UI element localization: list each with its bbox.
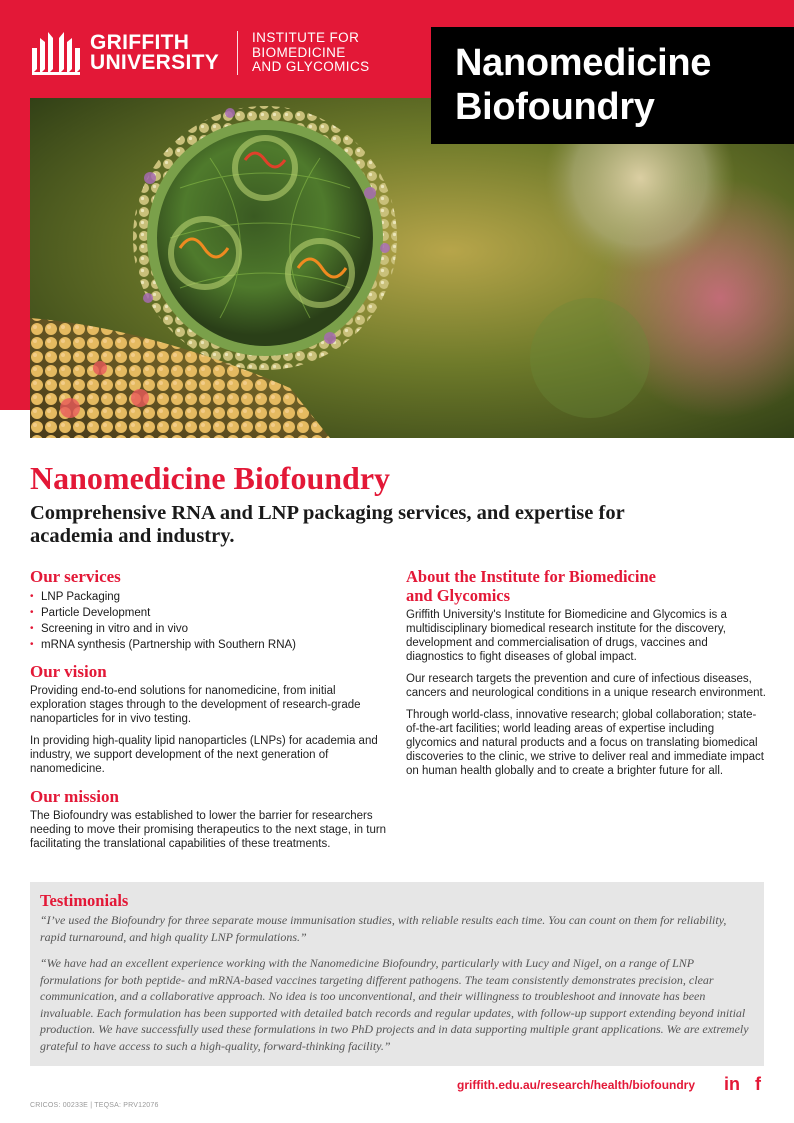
- about-paragraph: Through world-class, innovative research; global collaboration; state-of-the-art facilities; world leading areas of expertise including glycomics and natural products and a focus on translating biomedical discoveries to the clinic, we strive to deliver real and immediate impact on human health globally and to create a brighter future for all.: [406, 709, 764, 777]
- lipid-nanoparticle-illustration: [30, 98, 794, 438]
- page-title: Nanomedicine Biofoundry: [30, 460, 391, 496]
- institute-name: [252, 31, 369, 75]
- griffith-logo[interactable]: [30, 30, 370, 76]
- list-item: • Screening in vitro and in vivo: [30, 621, 390, 637]
- left-column: [30, 567, 390, 851]
- right-column: [406, 567, 766, 778]
- header-title-line-2: Biofoundry: [455, 86, 655, 128]
- institute-line-2: BIOMEDICINE: [252, 44, 346, 60]
- cricos-text: CRICOS: 00233E | TEQSA: PRV12076: [30, 1102, 159, 1109]
- linkedin-icon[interactable]: in: [724, 1074, 740, 1094]
- about-paragraph: Our research targets the prevention and cure of infectious diseases, cancers and neurological conditions in a unique research environment.: [406, 673, 766, 699]
- services-heading: Our services: [30, 567, 121, 586]
- testimonials-heading: Testimonials: [40, 891, 129, 910]
- list-item: • LNP Packaging: [30, 589, 390, 605]
- mission-paragraph: The Biofoundry was established to lower the barrier for researchers needing to move their promising therapeutics to the next stage, in turn facilitating the translational capabilities of these treatments.: [30, 810, 387, 850]
- griffith-logo-mark-icon: [30, 30, 82, 76]
- about-heading-line-2: and Glycomics: [406, 586, 511, 605]
- wordmark-line-1: GRIFFITH: [90, 31, 190, 54]
- mission-heading: Our mission: [30, 787, 119, 806]
- testimonial-quote: “I’ve used the Biofoundry for three separate mouse immunisation studies, with reliable results each time. You can count on them for reliability, rapid turnaround, and high quality LNP formulations.”: [40, 913, 727, 944]
- testimonial-quote: “We have had an excellent experience working with the Nanomedicine Biofoundry, particularly with Lucy and Nigel, on a range of LNP formulations for both peptide- and mRNA-based vaccines targeting different pathogens. The team consistently demonstrates precision, clear communication, and a collaborative approach. No idea is too unconventional, and their willingness to troubleshoot and innovate has been invaluable. Each formulation has been supported with detailed batch records and regular updates, with follow-up support extending beyond initial production. We have successfully used these formulations in two PhD projects and in data supporting multiple grant applications. We are extremely grateful to have access to such a high-quality, forward-thinking facility.”: [40, 956, 749, 1053]
- list-item: • Particle Development: [30, 605, 390, 621]
- website-link[interactable]: griffith.edu.au/research/health/biofoundry: [457, 1078, 696, 1092]
- vision-paragraph: In providing high-quality lipid nanoparticles (LNPs) for academia and industry, we support development of the next generation of nanomedicine.: [30, 735, 378, 775]
- header-title-box: [431, 27, 794, 144]
- about-heading-line-1: About the Institute for Biomedicine: [406, 567, 656, 586]
- header-title-line-1: Nanomedicine: [455, 42, 712, 84]
- services-list: [30, 589, 390, 653]
- vision-paragraph: Providing end-to-end solutions for nanomedicine, from initial exploration stages through to the development of research-grade nanoparticles for in vivo testing.: [30, 685, 361, 725]
- list-item: • mRNA synthesis (Partnership with Southern RNA): [30, 637, 390, 653]
- institute-line-1: INSTITUTE FOR: [252, 30, 360, 46]
- hero-image: [30, 98, 794, 438]
- facebook-icon[interactable]: f: [755, 1074, 761, 1094]
- wordmark-line-2: UNIVERSITY: [90, 51, 220, 74]
- institute-line-3: AND GLYCOMICS: [252, 59, 370, 75]
- page-subtitle: Comprehensive RNA and LNP packaging services, and expertise for academia and industry.: [30, 502, 625, 547]
- about-heading: [406, 567, 766, 605]
- university-wordmark: [90, 33, 219, 73]
- logo-divider: [237, 31, 238, 75]
- vision-heading: Our vision: [30, 662, 107, 681]
- testimonials-box: [30, 882, 764, 1066]
- about-paragraph: Griffith University's Institute for Biomedicine and Glycomics is a multidisciplinary biomedical research institute for the discovery, development and commercialisation of drugs, vaccines and diagnostics to fight diseases of global impact.: [406, 609, 727, 663]
